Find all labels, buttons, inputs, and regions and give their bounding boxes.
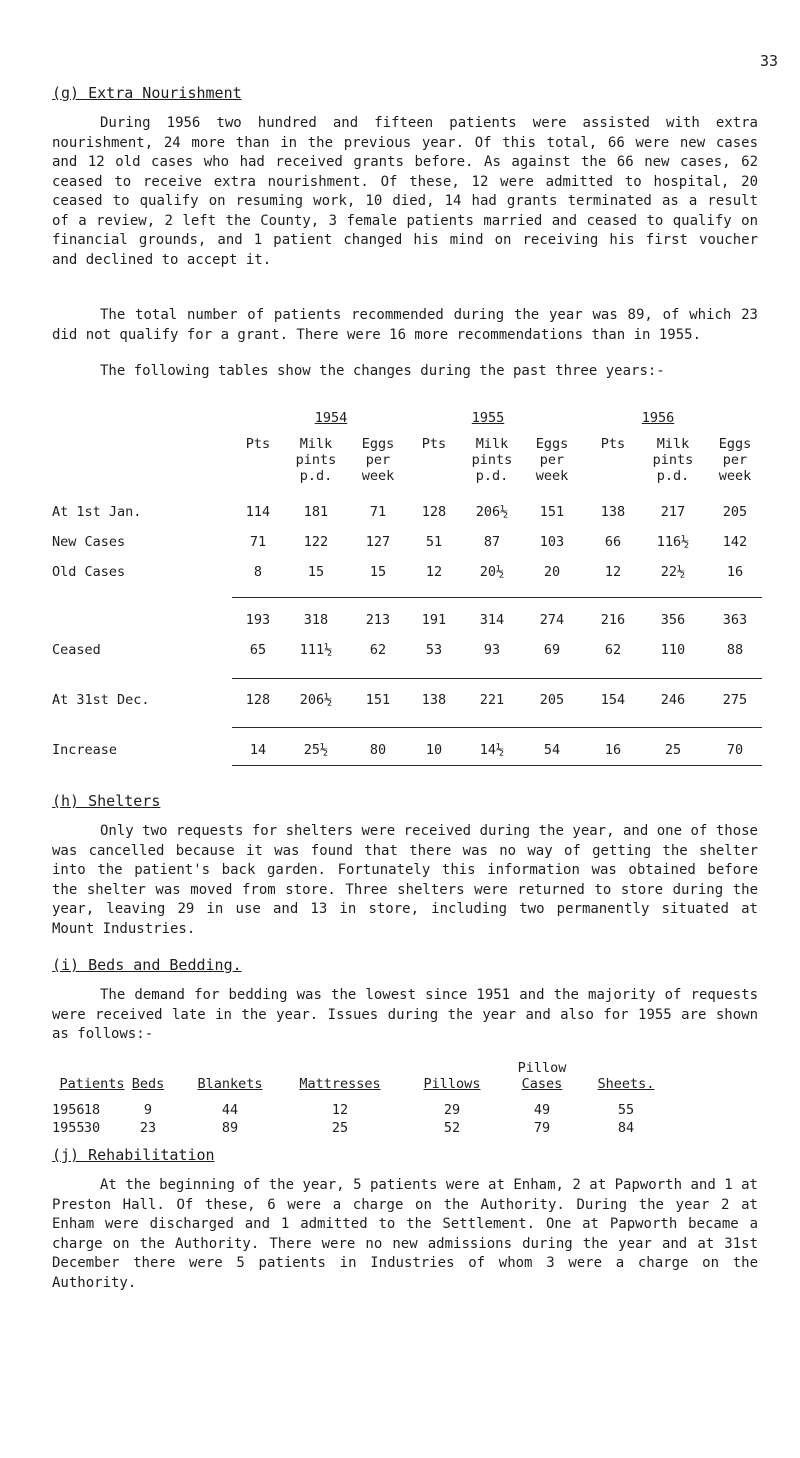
table-cell: 71 bbox=[249, 534, 267, 550]
table-cell: 116½ bbox=[656, 534, 690, 550]
bedding-col-header: Cases bbox=[521, 1076, 563, 1092]
table-cell: 191 bbox=[421, 612, 447, 628]
eggs-header-line: week bbox=[361, 468, 395, 484]
table-cell: 216 bbox=[600, 612, 626, 628]
table-cell: 138 bbox=[600, 504, 626, 520]
table-cell: 66 bbox=[604, 534, 622, 550]
table-row-label: At 1st Jan. bbox=[52, 504, 142, 520]
table-row-label: Old Cases bbox=[52, 564, 126, 580]
table-cell: 53 bbox=[425, 642, 443, 658]
table-cell: 127 bbox=[365, 534, 391, 550]
table-row-label: Ceased bbox=[52, 642, 101, 658]
table-cell: 151 bbox=[539, 504, 565, 520]
table-cell: 205 bbox=[722, 504, 748, 520]
table-cell: 213 bbox=[365, 612, 391, 628]
table-cell: 20½ bbox=[479, 564, 505, 580]
bedding-col-header: Pillows bbox=[423, 1076, 481, 1092]
table-cell: 15 bbox=[307, 564, 325, 580]
section-h-heading: (h) Shelters bbox=[52, 792, 161, 810]
table-cell: 206½ bbox=[299, 692, 333, 708]
table-cell: 16 bbox=[604, 742, 622, 758]
table-cell: 128 bbox=[245, 692, 271, 708]
table-ceased-rule bbox=[232, 678, 762, 679]
eggs-header-line: per bbox=[365, 452, 391, 468]
pts-header: Pts bbox=[245, 436, 271, 452]
bedding-cell: 29 bbox=[443, 1102, 461, 1118]
table-cell: 221 bbox=[479, 692, 505, 708]
milk-header-line: Milk bbox=[299, 436, 333, 452]
eggs-header-line: week bbox=[718, 468, 752, 484]
section-j-paragraph-1: At the beginning of the year, 5 patients were at Enham, 2 at Papworth and 1 at Preston Hall. Of these, 6 were a charge on the Authority. During the year 2 at Enham were discharged and 1 admitted to the Settlement. One at Papworth became a charge on the Authority. There were no new admissions during the year and at 31st December there were 5 patients in Industries of whom 3 were a charge on the Authority. bbox=[52, 1177, 758, 1291]
table-cell: 110 bbox=[660, 642, 686, 658]
table-cell: 87 bbox=[483, 534, 501, 550]
table-cell: 246 bbox=[660, 692, 686, 708]
table-cell: 14½ bbox=[479, 742, 505, 758]
section-g-heading: (g) Extra Nourishment bbox=[52, 84, 242, 102]
eggs-header-line: Eggs bbox=[361, 436, 395, 452]
table-total-rule bbox=[232, 727, 762, 728]
table-cell: 206½ bbox=[475, 504, 509, 520]
table-cell: 217 bbox=[660, 504, 686, 520]
table-cell: 193 bbox=[245, 612, 271, 628]
section-g-paragraph-1: During 1956 two hundred and fifteen patients were assisted with extra nourishment, 24 more than in the previous year. Of this total, 66 were new cases and 12 old cases who had received grants before. As against the 66 new cases, 62 ceased to receive extra nourishment. Of these, 12 were admitted to hospital, 20 ceased to qualify on resuming work, 10 died, 14 had grants terminated as a result of a review, 2 left the County, 3 female patients married and ceased to qualify on financial grounds, and 1 patient changed his mind on receiving his first voucher and declined to accept it. bbox=[52, 115, 758, 268]
pts-header: Pts bbox=[600, 436, 626, 452]
year-header-1956: 1956 bbox=[641, 410, 675, 426]
bedding-col-header: Beds bbox=[131, 1076, 165, 1092]
table-cell: 12 bbox=[425, 564, 443, 580]
bedding-col-header: Patients bbox=[59, 1076, 125, 1092]
bedding-cell: 30 bbox=[83, 1120, 101, 1136]
eggs-header-line: Eggs bbox=[718, 436, 752, 452]
table-cell: 22½ bbox=[660, 564, 686, 580]
table-cell: 154 bbox=[600, 692, 626, 708]
table-subtotal-rule bbox=[232, 597, 762, 598]
bedding-cell: 44 bbox=[221, 1102, 239, 1118]
table-row-label: New Cases bbox=[52, 534, 126, 550]
bedding-col-header: Sheets. bbox=[597, 1076, 655, 1092]
table-cell: 25 bbox=[664, 742, 682, 758]
table-cell: 20 bbox=[543, 564, 561, 580]
section-i-heading: (i) Beds and Bedding. bbox=[52, 956, 242, 974]
milk-header-line: pints bbox=[471, 452, 513, 468]
table-increase-rule bbox=[232, 765, 762, 766]
table-cell: 25½ bbox=[303, 742, 329, 758]
table-cell: 275 bbox=[722, 692, 748, 708]
bedding-cell: 79 bbox=[533, 1120, 551, 1136]
table-cell: 314 bbox=[479, 612, 505, 628]
bedding-cell: 55 bbox=[617, 1102, 635, 1118]
section-g-paragraph-3: The following tables show the changes during the past three years:- bbox=[100, 363, 665, 379]
eggs-header-line: per bbox=[539, 452, 565, 468]
milk-header-line: Milk bbox=[656, 436, 690, 452]
table-cell: 14 bbox=[249, 742, 267, 758]
bedding-cell: 18 bbox=[83, 1102, 101, 1118]
table-cell: 54 bbox=[543, 742, 561, 758]
table-cell: 65 bbox=[249, 642, 267, 658]
pts-header: Pts bbox=[421, 436, 447, 452]
table-cell: 363 bbox=[722, 612, 748, 628]
table-cell: 88 bbox=[726, 642, 744, 658]
bedding-cell: 52 bbox=[443, 1120, 461, 1136]
bedding-cell: 49 bbox=[533, 1102, 551, 1118]
milk-header-line: p.d. bbox=[299, 468, 333, 484]
table-cell: 51 bbox=[425, 534, 443, 550]
eggs-header-line: week bbox=[535, 468, 569, 484]
bedding-cell: 84 bbox=[617, 1120, 635, 1136]
milk-header-line: p.d. bbox=[475, 468, 509, 484]
milk-header-line: p.d. bbox=[656, 468, 690, 484]
table-row-label: Increase bbox=[52, 742, 118, 758]
bedding-cell: 9 bbox=[143, 1102, 153, 1118]
pillow-over-header: Pillow bbox=[517, 1060, 567, 1076]
table-cell: 10 bbox=[425, 742, 443, 758]
table-cell: 138 bbox=[421, 692, 447, 708]
table-row-label: At 31st Dec. bbox=[52, 692, 150, 708]
bedding-row-year: 1955 bbox=[52, 1120, 85, 1136]
table-cell: 142 bbox=[722, 534, 748, 550]
year-header-1955: 1955 bbox=[471, 410, 505, 426]
table-cell: 151 bbox=[365, 692, 391, 708]
milk-header-line: pints bbox=[652, 452, 694, 468]
bedding-cell: 25 bbox=[331, 1120, 349, 1136]
year-header-1954: 1954 bbox=[314, 410, 348, 426]
bedding-cell: 23 bbox=[139, 1120, 157, 1136]
table-cell: 356 bbox=[660, 612, 686, 628]
section-h-paragraph-1: Only two requests for shelters were received during the year, and one of those was cancelled because it was found that there was no way of getting the shelter into the patient's back garden. Fortunately this information was obtained before the shelter was moved from store. Three shelters were returned to store during the year, leaving 29 in use and 13 in store, including two permanently situated at Mount Industries. bbox=[52, 823, 758, 937]
section-j-heading: (j) Rehabilitation bbox=[52, 1146, 215, 1164]
table-cell: 205 bbox=[539, 692, 565, 708]
table-cell: 181 bbox=[303, 504, 329, 520]
table-cell: 274 bbox=[539, 612, 565, 628]
table-cell: 16 bbox=[726, 564, 744, 580]
bedding-cell: 12 bbox=[331, 1102, 349, 1118]
milk-header-line: pints bbox=[295, 452, 337, 468]
table-cell: 70 bbox=[726, 742, 744, 758]
table-cell: 111½ bbox=[299, 642, 333, 658]
bedding-col-header: Blankets bbox=[197, 1076, 263, 1092]
table-cell: 12 bbox=[604, 564, 622, 580]
table-cell: 93 bbox=[483, 642, 501, 658]
table-cell: 318 bbox=[303, 612, 329, 628]
bedding-row-year: 1956 bbox=[52, 1102, 85, 1118]
table-cell: 80 bbox=[369, 742, 387, 758]
section-i-paragraph-1: The demand for bedding was the lowest since 1951 and the majority of requests were received late in the year. Issues during the year and also for 1955 are shown as follows:- bbox=[52, 987, 758, 1042]
table-cell: 8 bbox=[253, 564, 263, 580]
page-number: 33 bbox=[760, 52, 779, 70]
table-cell: 122 bbox=[303, 534, 329, 550]
bedding-col-header: Mattresses bbox=[299, 1076, 381, 1092]
table-cell: 103 bbox=[539, 534, 565, 550]
eggs-header-line: per bbox=[722, 452, 748, 468]
table-cell: 15 bbox=[369, 564, 387, 580]
eggs-header-line: Eggs bbox=[535, 436, 569, 452]
table-cell: 128 bbox=[421, 504, 447, 520]
bedding-cell: 89 bbox=[221, 1120, 239, 1136]
milk-header-line: Milk bbox=[475, 436, 509, 452]
table-cell: 71 bbox=[369, 504, 387, 520]
table-cell: 69 bbox=[543, 642, 561, 658]
table-cell: 62 bbox=[604, 642, 622, 658]
table-cell: 62 bbox=[369, 642, 387, 658]
table-cell: 114 bbox=[245, 504, 271, 520]
section-g-paragraph-2: The total number of patients recommended during the year was 89, of which 23 did not qualify for a grant. There were 16 more recommendations than in 1955. bbox=[52, 307, 758, 343]
